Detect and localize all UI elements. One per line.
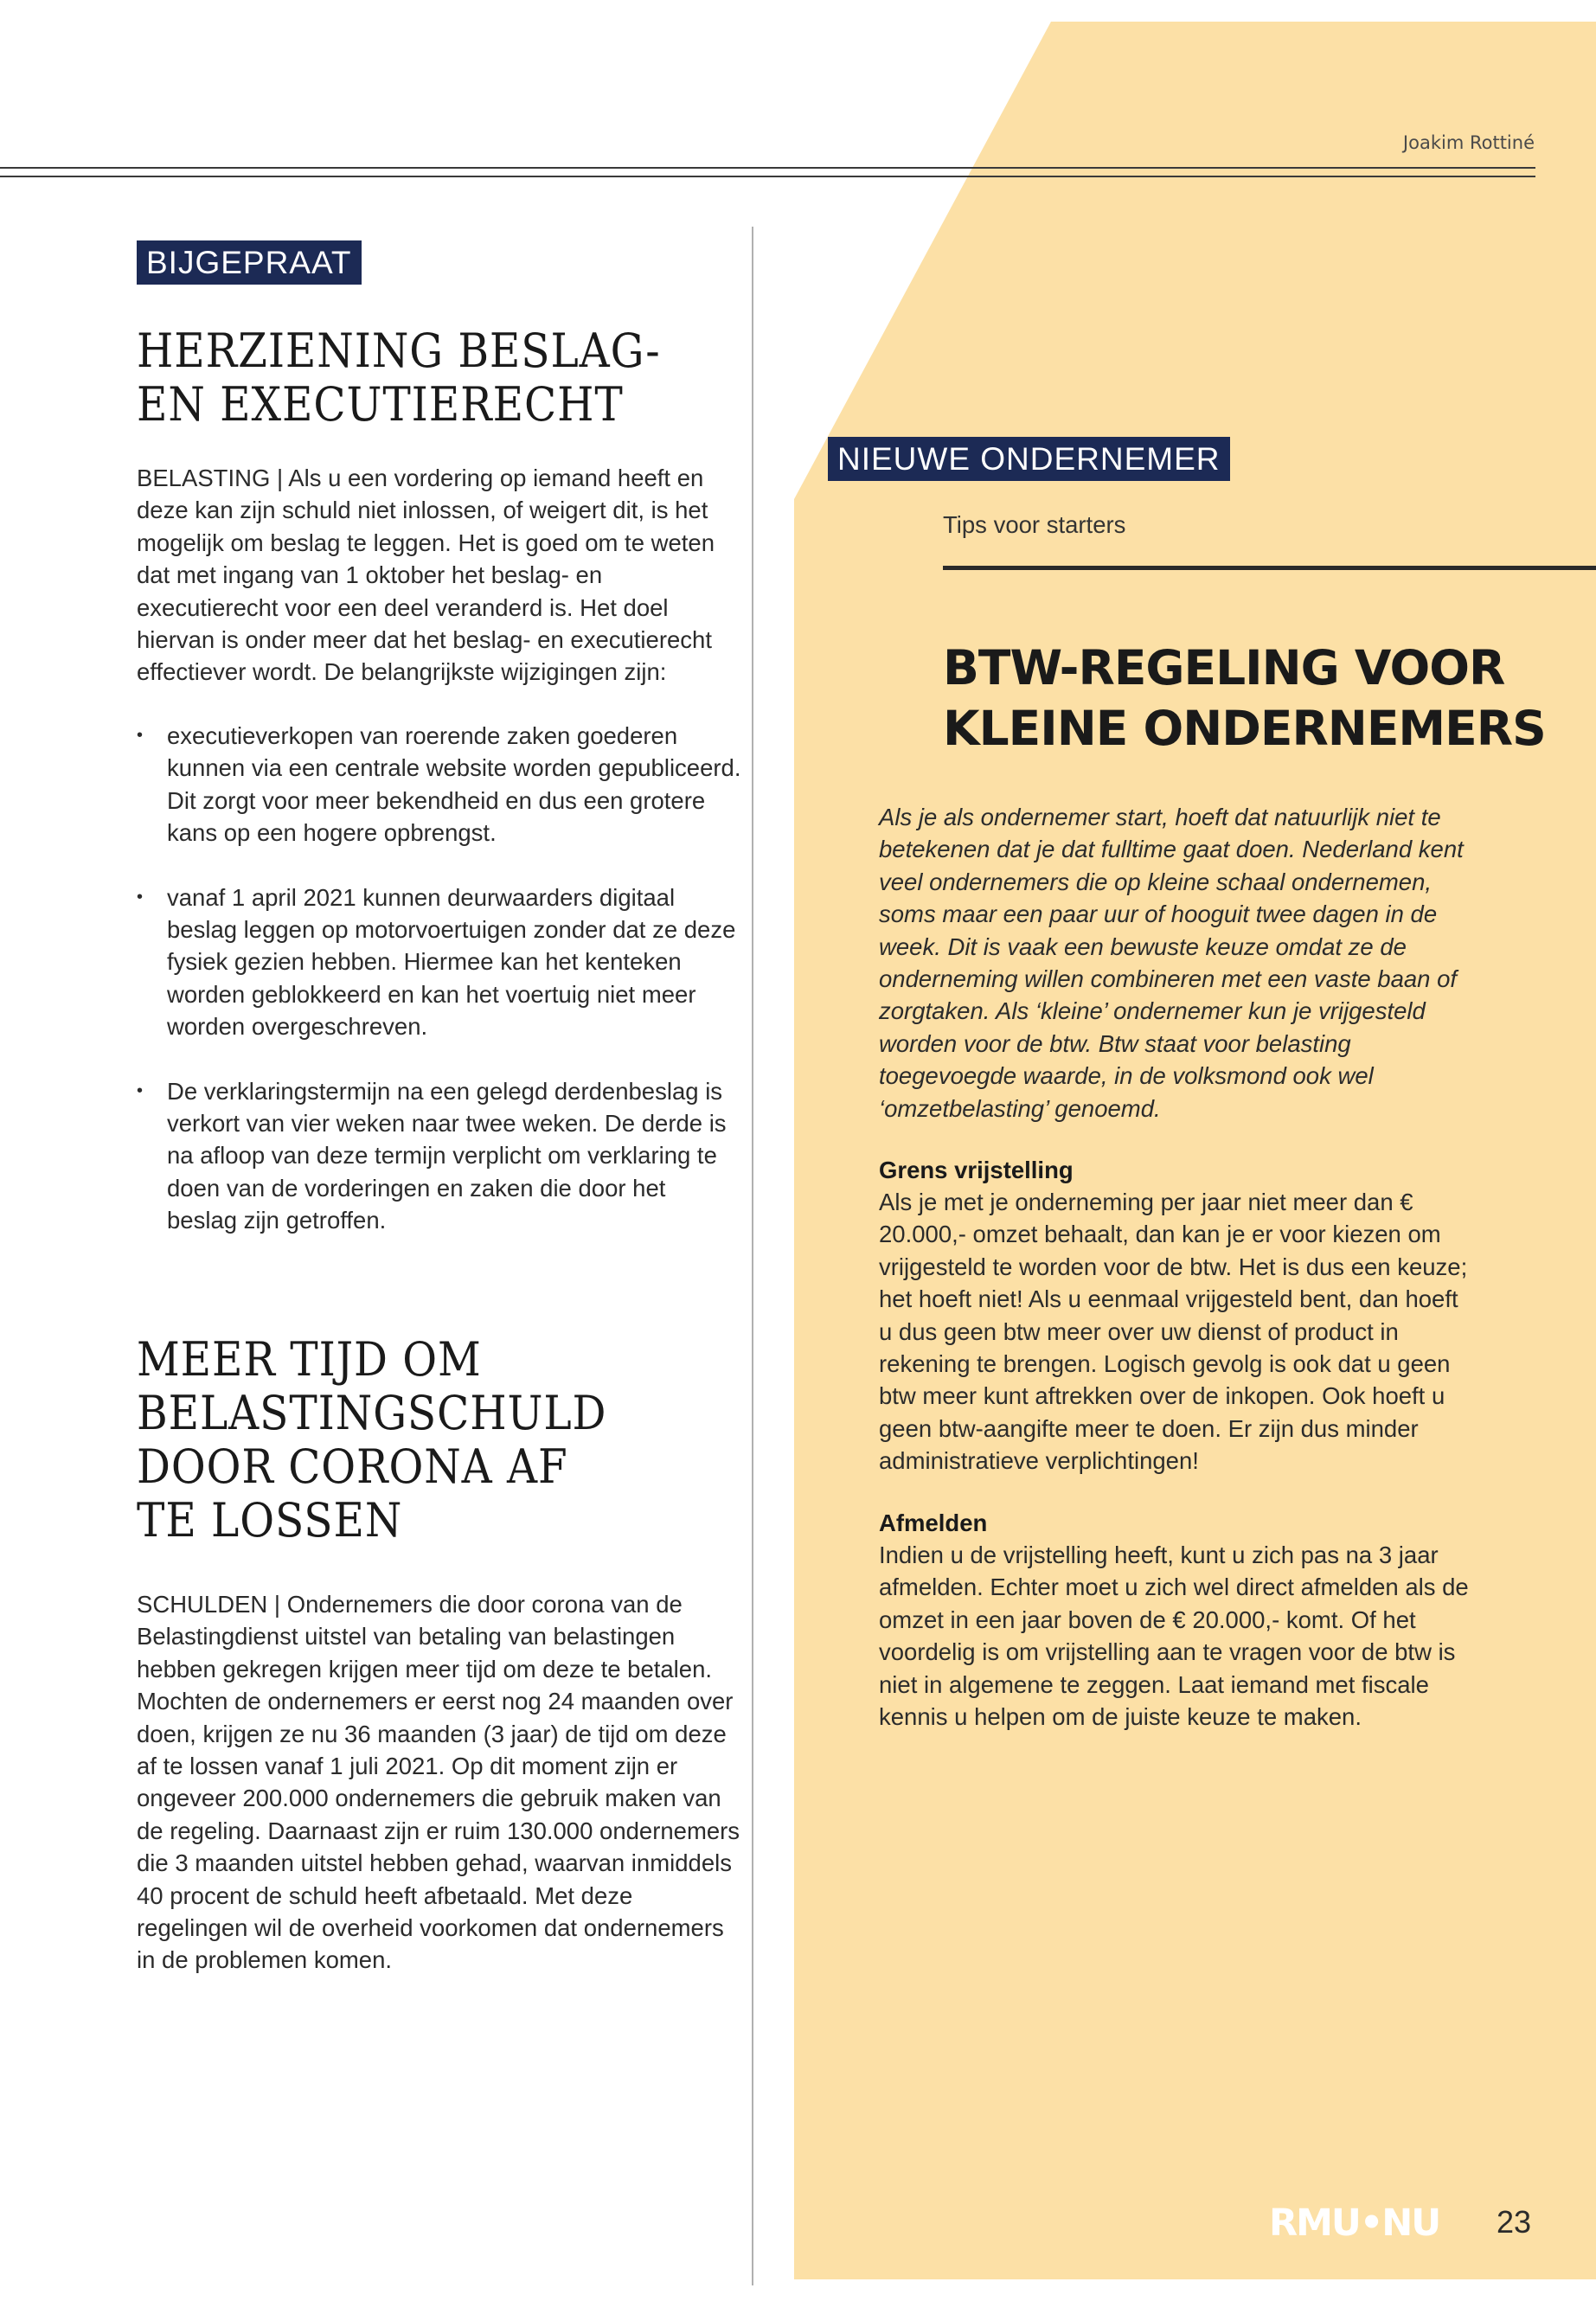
section-text-afmelden: Indien u de vrijstelling heeft, kunt u zich pas na 3 jaar afmelden. Echter moet u zich wel direct afmelden als de omzet in een jaar boven de € 20.000,- komt. Of het voordelig is om vrijstelling aan te vragen voor de btw is niet in algemene te zeggen. Laat iemand met fiscale kennis u helpen om de juiste keuze te maken. xyxy=(879,1541,1469,1731)
author-name: Joakim Rottiné xyxy=(1402,132,1535,153)
article-body-belastingschuld: SCHULDEN | Ondernemers die door corona van de Belastingdienst uitstel van betaling van belastingen hebben gekregen krijgen meer tijd om deze te betalen. Mochten de ondernemers er eerst nog 24 maanden over doen, krijgen ze nu 36 maanden (3 jaar) de tijd om deze af te lossen vanaf 1 juli 2021. Op dit moment zijn er ongeveer 200.000 ondernemers die gebruik maken van de regeling. Daarnaast zijn er ruim 130.000 ondernemers die 3 maanden uitstel hebben gehad, waarvan inmiddels 40 procent de schuld heeft afbetaald. Met deze regelingen wil de overheid voorkomen dat ondernemers in de problemen komen. xyxy=(137,1591,740,1974)
section-subtitle: Tips voor starters xyxy=(943,511,1126,538)
list-item: • De verklaringstermijn na een gelegd derdenbeslag is verkort van vier weken naar twee weken. De derde is na afloop van deze termijn verplicht om verklaring te doen van de vorderingen en zaken die door het beslag zijn getroffen. xyxy=(137,1075,742,1237)
section-tag-bijgepraat: BIJGEPRAAT xyxy=(137,240,362,285)
article-title-belastingschuld: MEER TIJD OM BELASTINGSCHULD DOOR CORONA AF TE LOSSEN xyxy=(137,1332,607,1548)
article-intro-btw: Als je als ondernemer start, hoeft dat natuurlijk niet te betekenen dat je dat fulltime gaat doen. Nederland kent veel ondernemers die op kleine schaal ondernemen, soms maar een paar uur of hooguit twee dagen in de week. Dit is vaak een bewuste keuze omdat ze de onderneming willen combineren met een vaste baan of zorgtaken. Als ‘kleine’ ondernemer kun je vrijgesteld worden voor de btw. Btw staat voor belasting toegevoegde waarde, in de volksmond ook wel ‘omzetbelasting’ genoemd. xyxy=(879,804,1464,1122)
list-item: • executieverkopen van roerende zaken goederen kunnen via een centrale website worden gepubliceerd. Dit zorgt voor meer bekendheid en dus een grotere kans op een hogere opbrengst. xyxy=(137,720,742,849)
article-title-btw: BTW-REGELING VOOR KLEINE ONDERNEMERS xyxy=(943,640,1546,756)
section-heading-grens: Grens vrijstelling xyxy=(879,1157,1074,1183)
section-text-grens: Als je met je onderneming per jaar niet meer dan € 20.000,- omzet behaalt, dan kan je er voor kiezen om vrijgesteld te worden voor de btw. Het is dus een keuze; het hoeft niet! Als u eenmaal vrijgesteld bent, dan hoeft u dus geen btw meer over uw dienst of product in rekening te brengen. Logisch gevolg is ook dat u geen btw meer kunt aftrekken over de inkopen. Ook hoeft u geen btw-aangifte meer te doen. Er zijn dus minder administratieve verplichtingen! xyxy=(879,1189,1468,1475)
bullet-icon: • xyxy=(137,887,144,907)
article-title-beslag: HERZIENING BESLAG- EN EXECUTIERECHT xyxy=(137,324,661,432)
section-tag-nieuwe-ondernemer: NIEUWE ONDERNEMER xyxy=(828,437,1230,481)
page-number: 23 xyxy=(1497,2204,1532,2240)
rmu-nu-logo: RMU•NU xyxy=(1269,2202,1440,2245)
header-rule xyxy=(0,167,1535,169)
column-divider xyxy=(752,227,753,2285)
subtitle-rule xyxy=(943,566,1596,570)
section-heading-afmelden: Afmelden xyxy=(879,1509,988,1536)
header-rule xyxy=(0,176,1535,177)
list-item: • vanaf 1 april 2021 kunnen deurwaarders digitaal beslag leggen op motorvoertuigen zonder dat ze deze fysiek gezien hebben. Hiermee kan het kenteken worden geblokkeerd en kan het voertuig niet meer worden overgeschreven. xyxy=(137,881,742,1043)
bullet-icon: • xyxy=(137,726,144,745)
bullet-list xyxy=(137,720,742,1269)
article-intro-beslag: BELASTING | Als u een vordering op iemand heeft en deze kan zijn schuld niet inlossen, of weigert dit, is het mogelijk om beslag te leggen. Het is goed om te weten dat met ingang van 1 oktober het beslag- en executierecht voor een deel veranderd is. Het doel hiervan is onder meer dat het beslag- en executierecht effectiever wordt. De belangrijkste wijzigingen zijn: xyxy=(137,465,715,686)
bullet-icon: • xyxy=(137,1080,144,1100)
